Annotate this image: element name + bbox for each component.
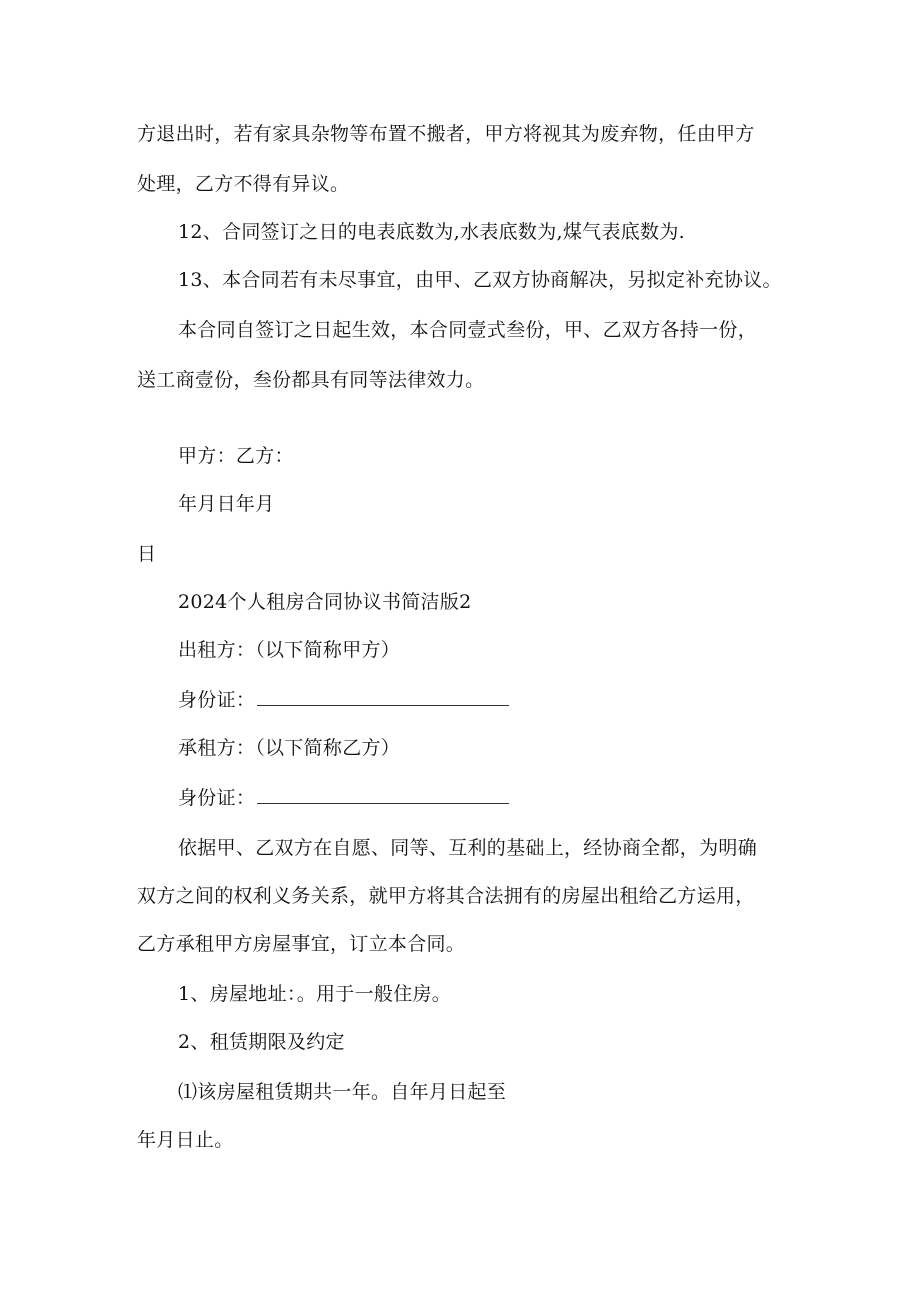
paragraph-line: 依据甲、乙双方在自愿、同等、互利的基础上，经协商全都，为明确 — [178, 837, 758, 859]
clause-2: 2、租赁期限及约定 — [178, 1031, 345, 1053]
clause-13: 13、本合同若有未尽事宜，由甲、乙双方协商解决，另拟定补充协议。 — [178, 269, 782, 291]
section-title: 2024个人租房合同协议书简洁版2 — [178, 591, 472, 613]
lessee-id-line — [178, 784, 509, 812]
id-blank-field — [257, 686, 509, 706]
clause-1: 1、房屋地址：。用于一般住房。 — [178, 983, 452, 1005]
clause-12: 12、合同签订之日的电表底数为,水表底数为,煤气表底数为. — [178, 221, 685, 243]
lessor-line: 出租方：（以下简称甲方） — [178, 639, 401, 661]
paragraph-line: 乙方承租甲方房屋事宜，订立本合同。 — [137, 933, 466, 955]
paragraph-line: 方退出时，若有家具杂物等布置不搬者，甲方将视其为废弃物，任由甲方 — [137, 123, 755, 145]
id-blank-field — [257, 784, 509, 804]
signature-parties: 甲方：乙方： — [178, 445, 294, 467]
paragraph-line: 双方之间的权利义务关系，就甲方将其合法拥有的房屋出租给乙方运用， — [137, 885, 755, 907]
id-label: 身份证： — [178, 689, 256, 711]
signature-dates-continued: 日 — [137, 543, 157, 565]
id-label: 身份证： — [178, 787, 256, 809]
lessor-id-line — [178, 686, 509, 714]
paragraph-line: 年月日止。 — [137, 1129, 234, 1151]
paragraph-line: 本合同自签订之日起生效，本合同壹式叁份，甲、乙双方各持一份， — [178, 319, 758, 341]
clause-2-item-1: ⑴该房屋租赁期共一年。自年月日起至 — [178, 1081, 507, 1103]
paragraph-line: 处理，乙方不得有异议。 — [137, 173, 350, 195]
paragraph-line: 送工商壹份，叁份都具有同等法律效力。 — [137, 369, 485, 391]
signature-dates: 年月日年月 — [178, 493, 275, 515]
lessee-line: 承租方：（以下简称乙方） — [178, 737, 401, 759]
